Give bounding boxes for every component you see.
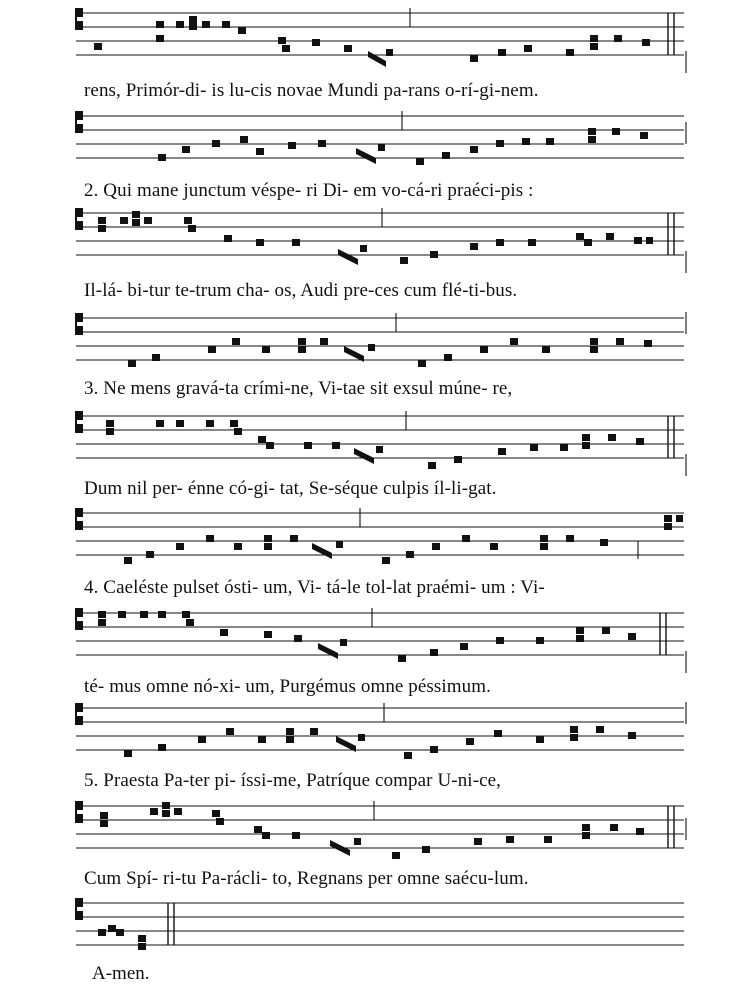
lyric-line-6: 4. Caeléste pulset ósti- um, Vi- tá-le tol-lat praémi- um : Vi- xyxy=(84,577,545,598)
music-staff-6 xyxy=(0,505,740,575)
lyric-line-4: 3. Ne mens gravá-ta crími-ne, Vi-tae sit exsul múne- re, xyxy=(84,378,513,399)
do-clef-icon xyxy=(76,802,82,822)
music-staff-3 xyxy=(0,205,740,275)
do-clef-icon xyxy=(76,704,82,724)
lyric-line-9: Cum Spí- ri-tu Pa-rácli- to, Regnans per omne saécu-lum. xyxy=(84,868,529,889)
lyric-line-5: Dum nil per- énne có-gi- tat, Se-séque culpis íl-li-gat. xyxy=(84,478,497,499)
do-clef-icon xyxy=(76,9,82,29)
neumes-2 xyxy=(158,128,648,165)
neumes-7 xyxy=(98,611,636,662)
neumes-6 xyxy=(124,515,683,564)
lyric-line-2: 2. Qui mane junctum véspe- ri Di- em vo-cá-ri praéci-pis : xyxy=(84,180,534,201)
music-staff-1 xyxy=(0,5,740,75)
do-clef-icon xyxy=(76,899,82,919)
music-staff-4 xyxy=(0,310,740,380)
lyric-line-1: rens, Primór-di- is lu-cis novae Mundi pa-rans o-rí-gi-nem. xyxy=(84,80,539,101)
do-clef-icon xyxy=(76,112,82,132)
do-clef-icon xyxy=(76,509,82,529)
do-clef-icon xyxy=(76,209,82,229)
music-staff-7 xyxy=(0,605,740,675)
lyric-line-7: té- mus omne nó-xi- um, Purgémus omne péssimum. xyxy=(84,676,492,697)
neumes-4 xyxy=(128,338,652,367)
do-clef-icon xyxy=(76,412,82,432)
music-staff-10 xyxy=(0,895,740,965)
music-staff-2 xyxy=(0,108,740,178)
lyric-line-8: 5. Praesta Pa-ter pi- íssi-me, Patríque compar U-ni-ce, xyxy=(84,770,502,791)
neumes-3 xyxy=(98,211,653,265)
lyric-line-amen: A-men. xyxy=(92,963,150,984)
do-clef-icon xyxy=(76,314,82,334)
neumes-9 xyxy=(100,802,644,859)
music-staff-5 xyxy=(0,408,740,478)
neumes-8 xyxy=(124,726,636,759)
lyric-line-3: Il-lá- bi-tur te-trum cha- os, Audi pre-ces cum flé-ti-bus. xyxy=(84,280,518,301)
neumes-10 xyxy=(98,925,146,950)
music-staff-8 xyxy=(0,700,740,770)
music-staff-9 xyxy=(0,798,740,868)
do-clef-icon xyxy=(76,609,82,629)
